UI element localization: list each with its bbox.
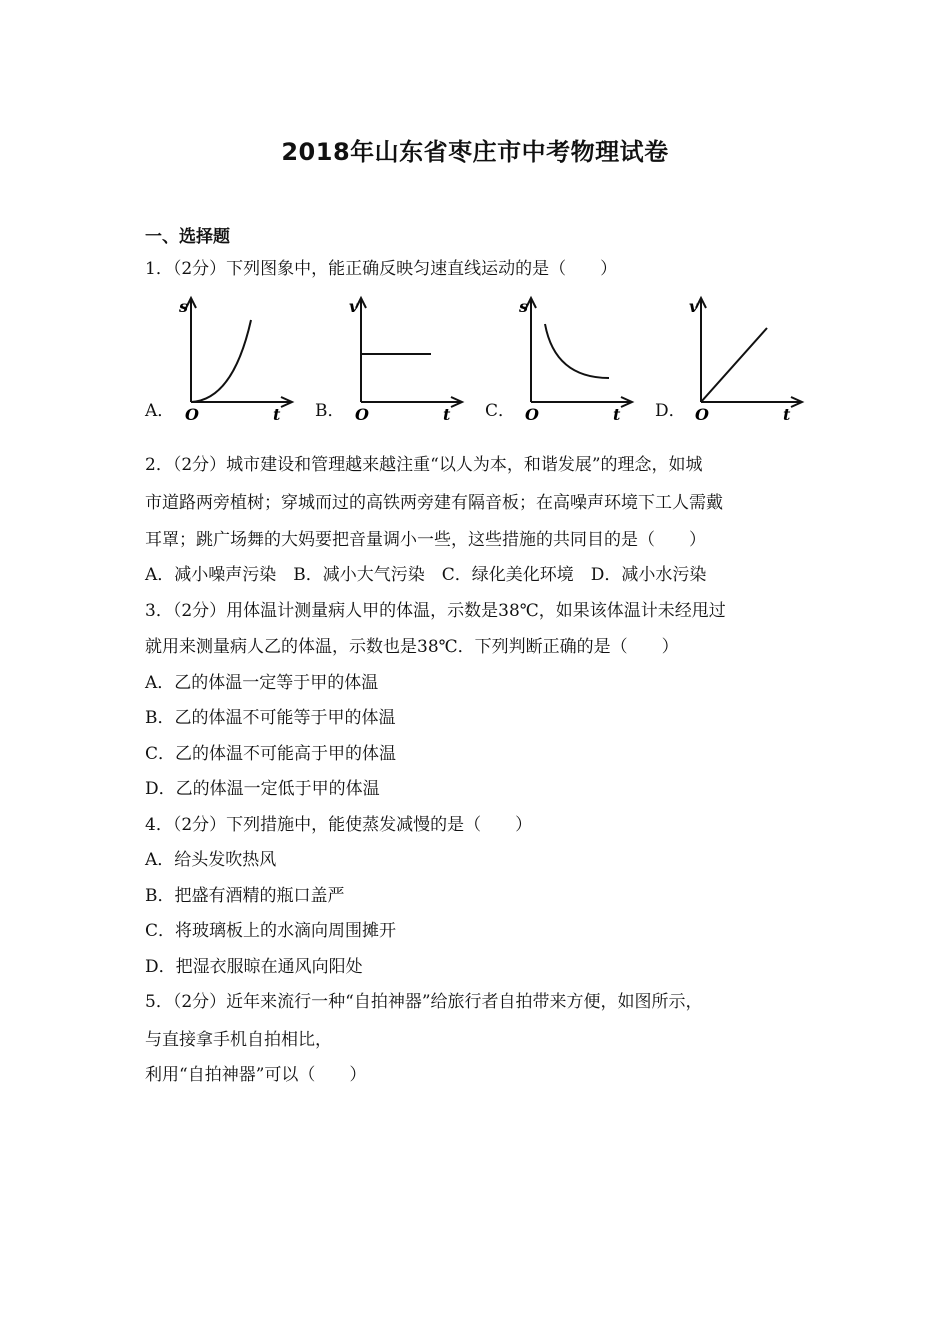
curve-parabola [191,320,251,402]
axis-origin-label: O [695,405,709,424]
option-a-letter: A． [145,401,175,421]
graph-d-svg [683,292,813,427]
page-title: 2018年山东省枣庄市中考物理试卷 [281,138,669,166]
graph-a-svg [173,292,303,427]
question-3-option-d: D．乙的体温一定低于甲的体温 [145,779,380,799]
axis-x-label: t [273,405,281,424]
axis-y-label: s [519,297,529,316]
axis-origin-label: O [355,405,369,424]
question-1-stem: 1．（2分）下列图象中，能正确反映匀速直线运动的是（ ） [145,259,618,279]
question-4-stem: 4．（2分）下列措施中，能使蒸发减慢的是（ ） [145,815,533,835]
question-2-line-2: 市道路两旁植树；穿城而过的高铁两旁建有隔音板；在高噪声环境下工人需戴 [145,493,723,513]
axis-y-label: v [349,297,359,316]
axis-origin-label: O [525,405,539,424]
option-b-graph [315,292,485,427]
option-c-letter: C． [485,401,516,421]
axis-x-label: t [443,405,451,424]
axis-y-label: s [179,297,189,316]
axis-x-label: t [613,405,621,424]
question-2-options: A．减小噪声污染 B．减小大气污染 C．绿化美化环境 D．减小水污染 [145,565,707,585]
graph-c-svg [513,292,643,427]
question-5-line-3: 利用“自拍神器”可以（ ） [145,1065,367,1085]
option-c-graph [485,292,655,427]
question-4-option-a: A．给头发吹热风 [145,850,277,870]
curve-decreasing [545,324,609,378]
axis-origin-label: O [185,405,199,424]
axis-y-label: v [689,297,699,316]
question-3-option-a: A．乙的体温一定等于甲的体温 [145,673,379,693]
question-3-line-1: 3．（2分）用体温计测量病人甲的体温，示数是38℃，如果该体温计未经甩过 [145,601,726,621]
section-heading: 一、选择题 [145,227,230,247]
option-d-graph [655,292,825,427]
axis-x-label: t [783,405,791,424]
option-a-graph [145,292,315,427]
question-4-option-c: C．将玻璃板上的水滴向周围摊开 [145,921,397,941]
question-4-option-d: D．把湿衣服晾在通风向阳处 [145,957,363,977]
question-1-graphs [145,292,825,432]
option-b-letter: B． [315,401,345,421]
graph-b-svg [343,292,473,427]
question-4-option-b: B．把盛有酒精的瓶口盖严 [145,886,345,906]
curve-linear [701,328,767,402]
question-3-option-b: B．乙的体温不可能等于甲的体温 [145,708,396,728]
question-5-line-2: 与直接拿手机自拍相比， [145,1030,332,1050]
option-d-letter: D． [655,401,686,421]
question-3-option-c: C．乙的体温不可能高于甲的体温 [145,744,397,764]
question-2-line-3: 耳罩；跳广场舞的大妈要把音量调小一些，这些措施的共同目的是（ ） [145,530,706,550]
question-5-line-1: 5．（2分）近年来流行一种“自拍神器”给旅行者自拍带来方便，如图所示， [145,992,703,1012]
question-2-line-1: 2．（2分）城市建设和管理越来越注重“以人为本，和谐发展”的理念，如城 [145,455,703,475]
question-3-line-2: 就用来测量病人乙的体温，示数也是38℃．下列判断正确的是（ ） [145,637,679,657]
